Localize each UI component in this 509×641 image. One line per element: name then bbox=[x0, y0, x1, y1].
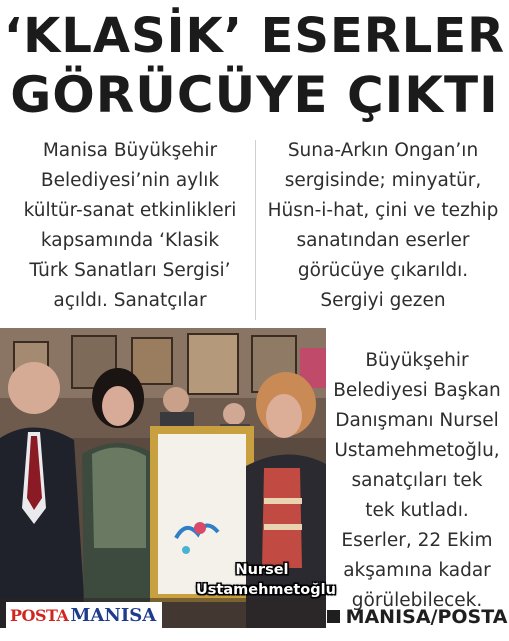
square-bullet-icon bbox=[327, 610, 340, 623]
photo-caption bbox=[196, 560, 336, 600]
body-line: Manisa Büyükşehir bbox=[42, 140, 218, 161]
body-line: sanatçıları tek bbox=[351, 470, 483, 491]
body-line: Belediyesi’nin aylık bbox=[40, 170, 220, 191]
caption-line-2: Ustamehmetoğlu bbox=[196, 582, 336, 598]
body-line: sanatından eserler bbox=[296, 230, 470, 251]
body-line: Sergiyi gezen bbox=[320, 290, 446, 311]
body-line: Suna-Arkın Ongan’ın bbox=[287, 140, 479, 161]
body-line: görücüye çıkarıldı. bbox=[297, 260, 469, 281]
body-line: açıldı. Sanatçılar bbox=[53, 290, 207, 311]
source-byline bbox=[325, 604, 509, 630]
body-line: tek kutladı. bbox=[365, 500, 469, 521]
headline-line-2: GÖRÜCÜYE ÇIKTI bbox=[10, 66, 499, 124]
body-line: akşamına kadar bbox=[343, 560, 491, 581]
logo-manisa-text: MANISA bbox=[70, 604, 157, 626]
body-line: Ustamehmetoğlu, bbox=[334, 440, 500, 461]
body-line: görülebilecek. bbox=[351, 590, 483, 611]
body-line: Danışmanı Nursel bbox=[335, 410, 499, 431]
posta-manisa-logo bbox=[6, 602, 162, 628]
article-column-right-bottom bbox=[325, 346, 509, 616]
body-line: Hüsn-i-hat, çini ve tezhip bbox=[267, 200, 499, 221]
caption-line-1: Nursel bbox=[235, 562, 289, 578]
article-column-right-top bbox=[258, 136, 508, 316]
body-line: kapsamında ‘Klasik bbox=[40, 230, 220, 251]
body-line: Türk Sanatları Sergisi’ bbox=[29, 260, 231, 281]
column-divider bbox=[255, 140, 256, 320]
body-line: sergisinde; minyatür, bbox=[284, 170, 482, 191]
body-line: Büyükşehir bbox=[365, 350, 469, 371]
article-column-left bbox=[10, 136, 250, 316]
body-line: Belediyesi Başkan bbox=[333, 380, 501, 401]
logo-posta-text: POSTA bbox=[10, 605, 69, 625]
body-line: kültür-sanat etkinlikleri bbox=[23, 200, 237, 221]
body-line: Eserler, 22 Ekim bbox=[341, 530, 493, 551]
headline-line-1: ‘KLASİK’ ESERLER bbox=[3, 8, 506, 64]
source-label: MANISA/POSTA bbox=[345, 606, 508, 628]
